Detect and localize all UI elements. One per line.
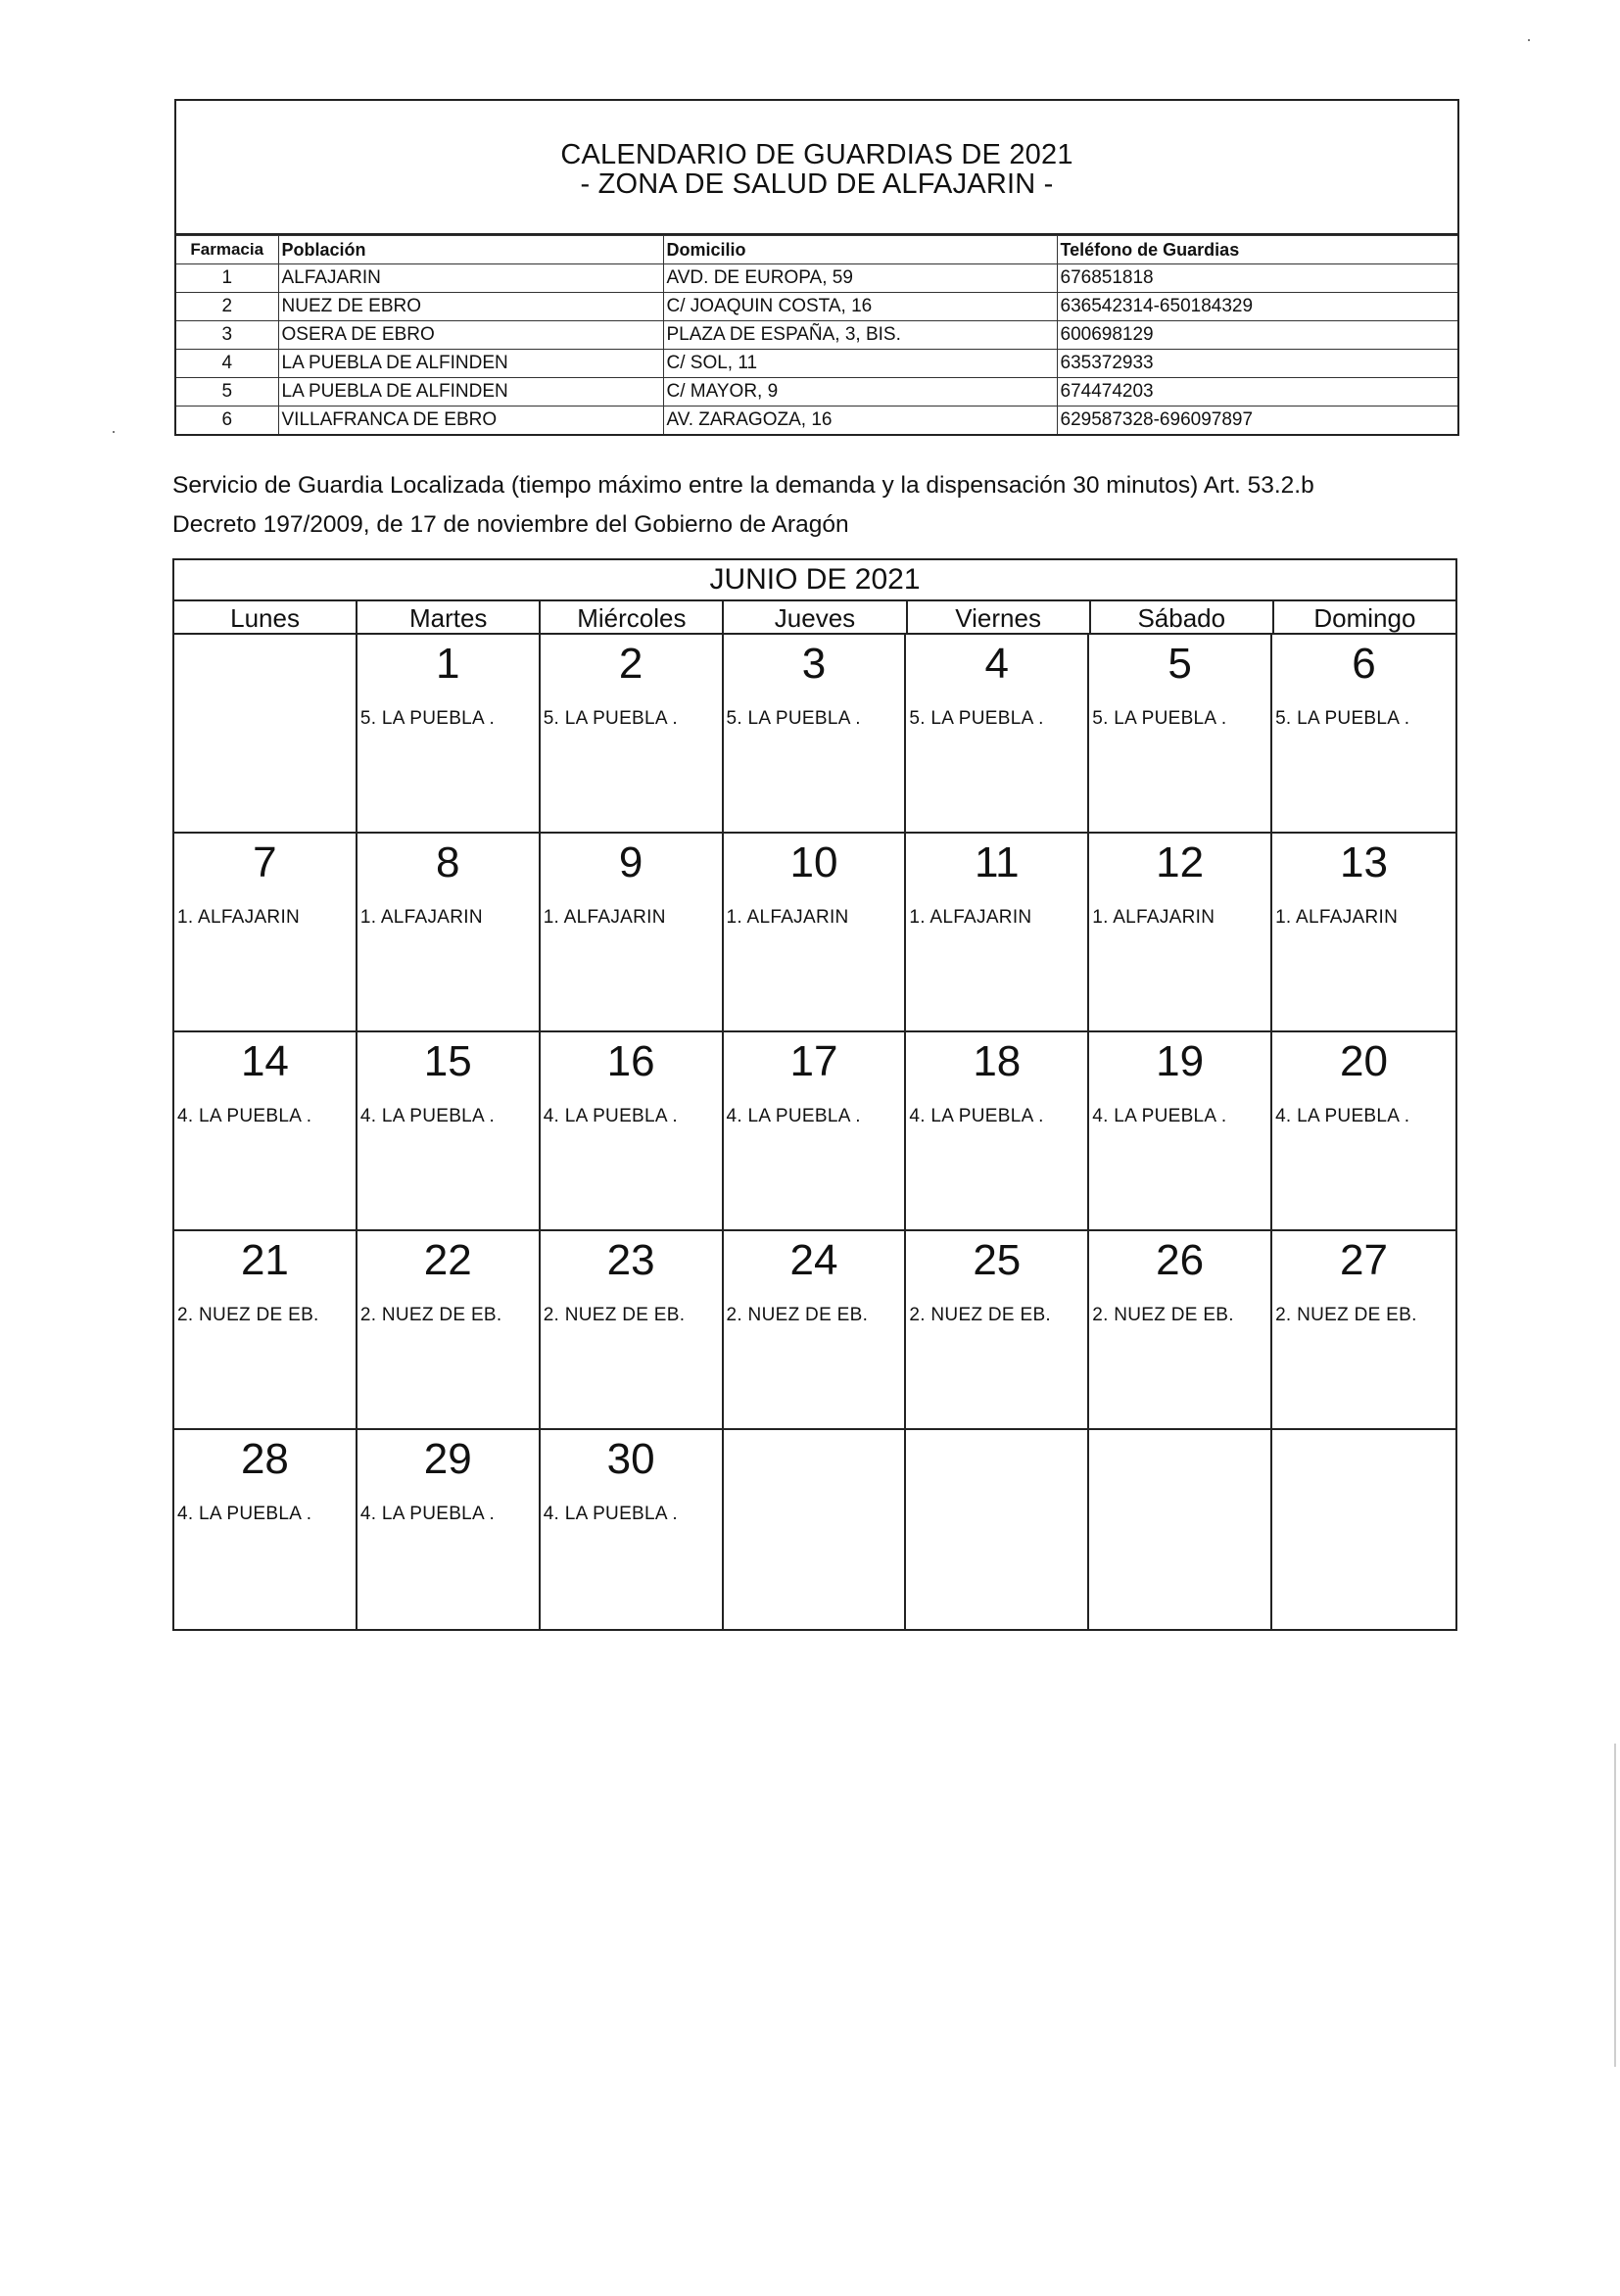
weekday-label: Viernes xyxy=(908,601,1091,633)
day-cell xyxy=(906,1032,1089,1231)
table-cell: PLAZA DE ESPAÑA, 3, BIS. xyxy=(663,321,1057,350)
table-cell: C/ MAYOR, 9 xyxy=(663,378,1057,407)
day-number: 30 xyxy=(606,1435,655,1483)
table-cell: 676851818 xyxy=(1057,264,1457,293)
duty-pharmacy: 4. LA PUEBLA . xyxy=(726,1106,861,1126)
day-number: 11 xyxy=(974,838,1020,886)
duty-pharmacy: 2. NUEZ DE EB. xyxy=(1275,1305,1417,1325)
day-number: 19 xyxy=(1156,1037,1205,1085)
day-number: 13 xyxy=(1340,838,1388,886)
day-cell xyxy=(724,1032,907,1231)
day-cell xyxy=(174,635,357,834)
day-cell xyxy=(1272,1231,1455,1430)
duty-pharmacy: 1. ALFAJARIN xyxy=(1092,907,1215,928)
table-cell: AVD. DE EUROPA, 59 xyxy=(663,264,1057,293)
table-cell: 636542314-650184329 xyxy=(1057,293,1457,321)
duty-pharmacy: 2. NUEZ DE EB. xyxy=(909,1305,1051,1325)
day-cell xyxy=(541,635,724,834)
table-cell: 3 xyxy=(176,321,278,350)
column-header: Domicilio xyxy=(663,236,1057,264)
day-cell xyxy=(724,1231,907,1430)
table-cell: 5 xyxy=(176,378,278,407)
table-cell: VILLAFRANCA DE EBRO xyxy=(278,407,663,435)
day-number: 1 xyxy=(436,640,460,688)
title-line-1: CALENDARIO DE GUARDIAS DE 2021 xyxy=(560,139,1073,170)
table-cell: AV. ZARAGOZA, 16 xyxy=(663,407,1057,435)
day-number: 2 xyxy=(618,640,643,688)
duty-pharmacy: 5. LA PUEBLA . xyxy=(909,708,1044,729)
table-cell: 4 xyxy=(176,350,278,378)
table-cell: ALFAJARIN xyxy=(278,264,663,293)
duty-pharmacy: 5. LA PUEBLA . xyxy=(726,708,861,729)
day-number: 21 xyxy=(240,1236,289,1284)
table-cell: 6 xyxy=(176,407,278,435)
day-cell xyxy=(724,635,907,834)
day-number: 23 xyxy=(606,1236,655,1284)
weekday-label: Martes xyxy=(357,601,541,633)
day-cell xyxy=(724,1430,907,1629)
weekday-label: Jueves xyxy=(724,601,907,633)
weekday-label: Miércoles xyxy=(541,601,724,633)
day-number: 18 xyxy=(973,1037,1022,1085)
month-title: JUNIO DE 2021 xyxy=(174,560,1455,601)
duty-pharmacy: 2. NUEZ DE EB. xyxy=(359,1305,502,1325)
day-cell xyxy=(357,1032,541,1231)
day-cell xyxy=(357,834,541,1032)
day-number: 9 xyxy=(618,838,643,886)
table-row xyxy=(176,350,1457,378)
note-line-1: Servicio de Guardia Localizada (tiempo máximo entre la demanda y la dispensación 30 minutos) Art. 53.2.b xyxy=(172,472,1314,499)
duty-pharmacy: 1. ALFAJARIN xyxy=(543,907,666,928)
table-cell: 674474203 xyxy=(1057,378,1457,407)
weekday-header xyxy=(174,601,1455,635)
day-cell xyxy=(906,1231,1089,1430)
day-cell xyxy=(724,834,907,1032)
day-number: 4 xyxy=(984,640,1010,688)
day-cell xyxy=(1089,1231,1272,1430)
pharmacy-table xyxy=(176,235,1457,434)
day-number: 25 xyxy=(973,1236,1022,1284)
table-row xyxy=(176,264,1457,293)
scan-speck xyxy=(1528,39,1530,41)
day-cell xyxy=(1272,834,1455,1032)
duty-pharmacy: 4. LA PUEBLA . xyxy=(543,1106,678,1126)
scan-edge-line xyxy=(1614,1744,1616,2067)
day-cell xyxy=(906,1430,1089,1629)
day-number: 10 xyxy=(789,838,838,886)
duty-pharmacy: 1. ALFAJARIN xyxy=(726,907,849,928)
duty-pharmacy: 2. NUEZ DE EB. xyxy=(543,1305,686,1325)
header-box xyxy=(174,99,1459,436)
note-line-2: Decreto 197/2009, de 17 de noviembre del Gobierno de Aragón xyxy=(172,511,849,538)
day-number: 6 xyxy=(1352,640,1376,688)
day-cell xyxy=(174,1231,357,1430)
duty-pharmacy: 5. LA PUEBLA . xyxy=(1092,708,1227,729)
day-cell xyxy=(1089,635,1272,834)
table-row xyxy=(176,293,1457,321)
duty-pharmacy: 1. ALFAJARIN xyxy=(177,907,301,928)
day-number: 14 xyxy=(240,1037,289,1085)
day-number: 12 xyxy=(1156,838,1205,886)
table-cell: LA PUEBLA DE ALFINDEN xyxy=(278,350,663,378)
title-line-2: - ZONA DE SALUD DE ALFAJARIN - xyxy=(580,168,1054,200)
weekday-label: Lunes xyxy=(174,601,357,633)
day-number: 5 xyxy=(1167,640,1192,688)
table-header-row xyxy=(176,236,1457,264)
calendar-grid xyxy=(174,635,1455,1629)
day-number: 3 xyxy=(801,640,827,688)
scan-speck xyxy=(113,431,115,433)
day-cell xyxy=(906,635,1089,834)
day-cell xyxy=(357,635,541,834)
table-cell: 1 xyxy=(176,264,278,293)
day-number: 20 xyxy=(1340,1037,1388,1085)
duty-pharmacy: 1. ALFAJARIN xyxy=(909,907,1032,928)
day-cell xyxy=(1272,1430,1455,1629)
day-number: 28 xyxy=(240,1435,289,1483)
day-cell xyxy=(1272,635,1455,834)
day-cell xyxy=(1089,834,1272,1032)
day-cell xyxy=(541,1231,724,1430)
document-title xyxy=(176,101,1457,235)
day-number: 29 xyxy=(423,1435,472,1483)
table-cell: OSERA DE EBRO xyxy=(278,321,663,350)
weekday-label: Domingo xyxy=(1313,603,1416,633)
duty-pharmacy: 2. NUEZ DE EB. xyxy=(177,1305,319,1325)
duty-pharmacy: 4. LA PUEBLA . xyxy=(1092,1106,1227,1126)
duty-pharmacy: 5. LA PUEBLA . xyxy=(1275,708,1410,729)
day-number: 16 xyxy=(606,1037,655,1085)
day-cell xyxy=(541,1032,724,1231)
duty-pharmacy: 1. ALFAJARIN xyxy=(1275,907,1399,928)
duty-pharmacy: 1. ALFAJARIN xyxy=(359,907,483,928)
duty-pharmacy: 2. NUEZ DE EB. xyxy=(726,1305,869,1325)
day-cell xyxy=(541,1430,724,1629)
day-number: 24 xyxy=(789,1236,838,1284)
day-cell xyxy=(357,1430,541,1629)
day-cell xyxy=(174,834,357,1032)
duty-pharmacy: 2. NUEZ DE EB. xyxy=(1092,1305,1234,1325)
day-cell xyxy=(906,834,1089,1032)
table-cell: 2 xyxy=(176,293,278,321)
duty-pharmacy: 4. LA PUEBLA . xyxy=(909,1106,1044,1126)
day-number: 15 xyxy=(423,1037,472,1085)
duty-pharmacy: 4. LA PUEBLA . xyxy=(177,1106,312,1126)
day-number: 7 xyxy=(253,838,277,886)
table-cell: C/ JOAQUIN COSTA, 16 xyxy=(663,293,1057,321)
column-header: Población xyxy=(278,236,663,264)
duty-pharmacy: 4. LA PUEBLA . xyxy=(359,1106,496,1126)
calendar xyxy=(172,558,1457,1631)
duty-pharmacy: 4. LA PUEBLA . xyxy=(177,1504,312,1524)
day-cell xyxy=(1272,1032,1455,1231)
day-cell xyxy=(174,1032,357,1231)
day-number: 22 xyxy=(423,1236,472,1284)
table-row xyxy=(176,321,1457,350)
weekday-label: Sábado xyxy=(1091,601,1274,633)
table-cell: C/ SOL, 11 xyxy=(663,350,1057,378)
day-cell xyxy=(174,1430,357,1629)
table-cell: 635372933 xyxy=(1057,350,1457,378)
duty-pharmacy: 4. LA PUEBLA . xyxy=(1275,1106,1410,1126)
service-note xyxy=(172,466,1465,545)
table-cell: 629587328-696097897 xyxy=(1057,407,1457,435)
duty-pharmacy: 4. LA PUEBLA . xyxy=(543,1504,678,1524)
duty-pharmacy: 5. LA PUEBLA . xyxy=(359,708,496,729)
day-cell xyxy=(1089,1430,1272,1629)
day-number: 26 xyxy=(1156,1236,1205,1284)
table-row xyxy=(176,407,1457,435)
day-number: 8 xyxy=(436,838,460,886)
day-cell xyxy=(1089,1032,1272,1231)
duty-pharmacy: 5. LA PUEBLA . xyxy=(543,708,678,729)
table-cell: 600698129 xyxy=(1057,321,1457,350)
day-number: 17 xyxy=(789,1037,838,1085)
day-cell xyxy=(541,834,724,1032)
table-cell: LA PUEBLA DE ALFINDEN xyxy=(278,378,663,407)
day-cell xyxy=(357,1231,541,1430)
column-header: Teléfono de Guardias xyxy=(1057,236,1457,264)
table-cell: NUEZ DE EBRO xyxy=(278,293,663,321)
table-row xyxy=(176,378,1457,407)
duty-pharmacy: 4. LA PUEBLA . xyxy=(359,1504,496,1524)
day-number: 27 xyxy=(1340,1236,1388,1284)
column-header: Farmacia xyxy=(176,236,278,264)
